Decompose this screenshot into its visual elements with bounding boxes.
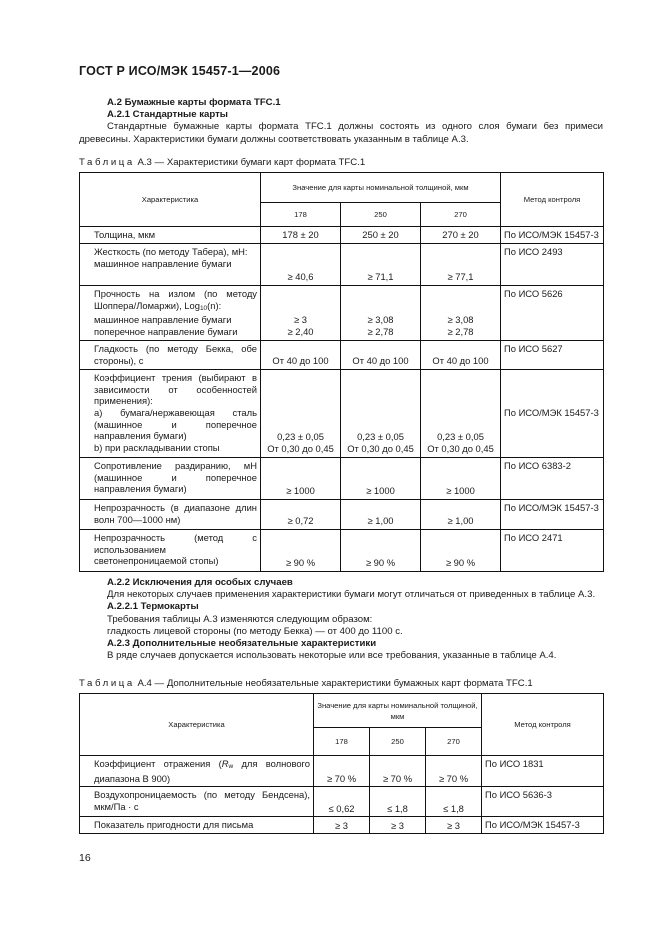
table-a3-header-value: Значение для карты номинальной толщиной, мкм [261,173,501,203]
table-a4-header-characteristic: Характеристика [80,694,314,756]
table-a4-thickness-270: 270 [426,728,482,756]
section-a221-line2: гладкость лицевой стороны (по методу Бекка) — от 400 до 1100 с. [107,625,403,637]
section-a22 [79,577,603,662]
table-a4-header-value: Значение для карты номинальной толщиной, мкм [314,694,482,728]
table-a3-row-fold: Прочность на излом (по методу Шоппера/Ломаржи), Log10(n): машинное направление бумаги поперечное направление бумаги ≥ 3 ≥ 2,40 ≥ 3,08 ≥ 2,78 ≥ 3,08 ≥ 2,78 По ИСО 5626 [80,286,604,341]
table-a4-row-air-permeability: Воздухопроницаемость (по методу Бендсена), мкм/Па · с ≤ 0,62 ≤ 1,8 ≤ 1,8 По ИСО 5636-3 [80,787,604,817]
table-a4-thickness-250: 250 [370,728,426,756]
section-a21-paragraph: Стандартные бумажные карты формата TFC.1 должны состоять из одного слоя бумаги без примеси древесины. Характеристики бумаги должны соответствовать указанным в таблице А.3. [79,121,603,145]
section-a22-heading: А.2.2 Исключения для особых случаев [107,577,293,588]
table-a3-row-thickness: Толщина, мкм 178 ± 20 250 ± 20 270 ± 20 По ИСО/МЭК 15457-3 [80,227,604,244]
table-a3-row-friction: Коэффициент трения (выбирают в зависимости от особенностей применения): а) бумага/нержавеющая сталь (машинное и поперечное направления бумаги) b) при раскладывании стопы 0,23 ± 0,05 От 0,30 до 0,45 0,23 ± 0,05 От 0,30 до 0,45 0,23 ± 0,05 От 0,30 до 0,45 По ИСО/МЭК 15457-3 [80,369,604,457]
document-header: ГОСТ Р ИСО/МЭК 15457-1—2006 [79,64,281,78]
table-a3-row-stiffness: Жесткость (по методу Табера), мН: машинное направление бумаги ≥ 40,6 ≥ 71,1 ≥ 77,1 По ИСО 2493 [80,244,604,286]
table-a3-row-tear: Сопротивление раздиранию, мН (машинное и поперечное направления бумаги) ≥ 1000 ≥ 1000 ≥ 1000 По ИСО 6383-2 [80,457,604,499]
section-a2-heading: А.2 Бумажные карты формата TFC.1 [107,97,281,108]
table-a3-thickness-178: 178 [261,203,341,227]
page-number: 16 [79,852,91,864]
section-a2 [79,97,603,146]
table-a4-row-writability: Показатель пригодности для письма ≥ 3 ≥ 3 ≥ 3 По ИСО/МЭК 15457-3 [80,817,604,834]
table-a3-caption: Таблица А.3 — Характеристики бумаги карт формата TFC.1 [79,157,366,168]
table-a3 [79,172,604,572]
table-a4 [79,693,604,834]
section-a22-paragraph: Для некоторых случаев применения характеристики бумаги могут отличаться от приведенных в таблице А.3. [107,589,596,601]
table-a4-header-method: Метод контроля [482,694,604,756]
table-a4-row-reflectance: Коэффициент отражения (Rw для волнового диапазона В 900) ≥ 70 % ≥ 70 % ≥ 70 % По ИСО 1831 [80,756,604,787]
section-a21-heading: А.2.1 Стандартные карты [107,109,228,121]
table-a4-thickness-178: 178 [314,728,370,756]
section-a23-paragraph: В ряде случаев допускается использовать некоторые или все требования, указанные в таблице А.4. [107,650,557,662]
table-a3-header-method: Метод контроля [501,173,604,227]
table-a3-thickness-250: 250 [341,203,421,227]
table-a4-caption: Таблица А.4 — Дополнительные необязательные характеристики бумажных карт формата TFC.1 [79,678,533,689]
section-a23-heading: А.2.3 Дополнительные необязательные характеристики [107,638,377,650]
table-a3-header-characteristic: Характеристика [80,173,261,227]
table-a3-row-smoothness: Гладкость (по методу Бекка, обе стороны), с От 40 до 100 От 40 до 100 От 40 до 100 По ИСО 5627 [80,340,604,369]
table-a3-thickness-270: 270 [421,203,501,227]
table-a3-row-opacity-stack: Непрозрачность (метод с использованием светонепроницаемой стопы) ≥ 90 % ≥ 90 % ≥ 90 % По ИСО 2471 [80,529,604,571]
table-a3-row-opacity-ir: Непрозрачность (в диапазоне длин волн 700—1000 нм) ≥ 0,72 ≥ 1,00 ≥ 1,00 По ИСО/МЭК 15457-3 [80,499,604,529]
section-a221-heading: А.2.2.1 Термокарты [107,601,199,613]
section-a221-line1: Требования таблицы А.3 изменяются следующим образом: [107,613,373,625]
